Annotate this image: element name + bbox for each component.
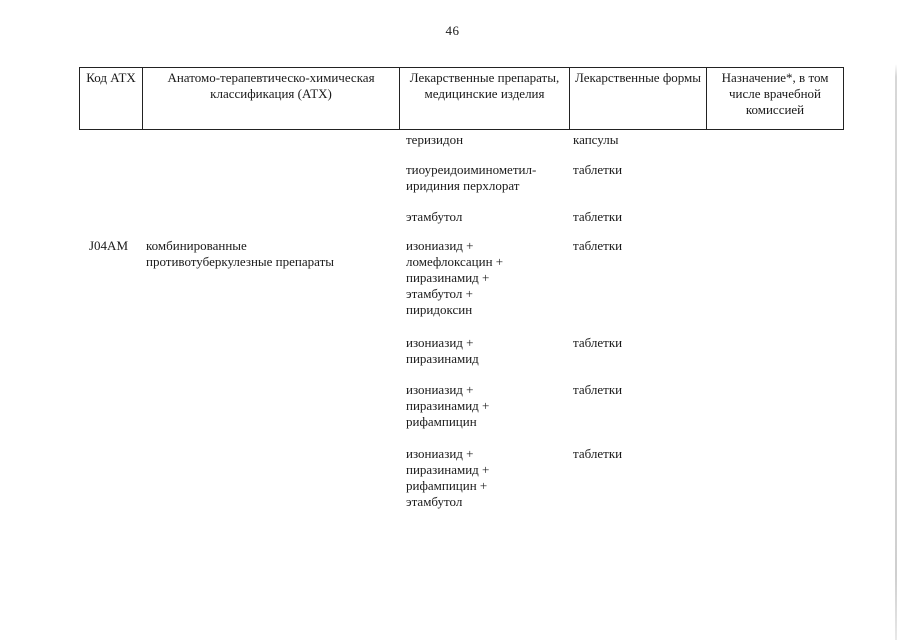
header-atc-code: Код АТХ — [80, 68, 143, 129]
header-prescription: Назначение*, в том числе врачебной комиссией — [721, 70, 829, 117]
header-dosage-forms: Лекарственные формы — [570, 68, 707, 129]
drug-name: этамбутол — [406, 209, 463, 224]
drug-name: изониазид + пиразинамид + рифампицин — [406, 382, 490, 429]
drug-name: теризидон — [406, 132, 464, 147]
atc-code: J04AM — [89, 238, 129, 253]
dosage-form: таблетки — [573, 238, 623, 253]
drug-name: изониазид + ломефлоксацин + пиразинамид + этамбутол + пиридоксин — [406, 238, 504, 317]
dosage-form: таблетки — [573, 335, 623, 350]
dosage-form: таблетки — [573, 446, 623, 461]
dosage-form: капсулы — [573, 132, 619, 147]
header-atc-classification: Анатомо-терапевтическо-химическая классификация (АТХ) — [143, 68, 400, 129]
drug-name: изониазид + пиразинамид + рифампицин + этамбутол — [406, 446, 490, 509]
page-number: 46 — [445, 23, 460, 38]
table-header — [79, 67, 844, 130]
header-drugs: Лекарственные препараты, медицинские изделия — [400, 68, 570, 129]
scan-edge-shadow — [895, 0, 897, 640]
drug-name: изониазид + пиразинамид — [406, 335, 479, 366]
dosage-form: таблетки — [573, 162, 623, 177]
dosage-form: таблетки — [573, 209, 623, 224]
drug-name: тиоуреидоиминометил- иридиния перхлорат — [406, 162, 537, 193]
dosage-form: таблетки — [573, 382, 623, 397]
atc-classification: комбинированные противотуберкулезные препараты — [146, 238, 334, 269]
